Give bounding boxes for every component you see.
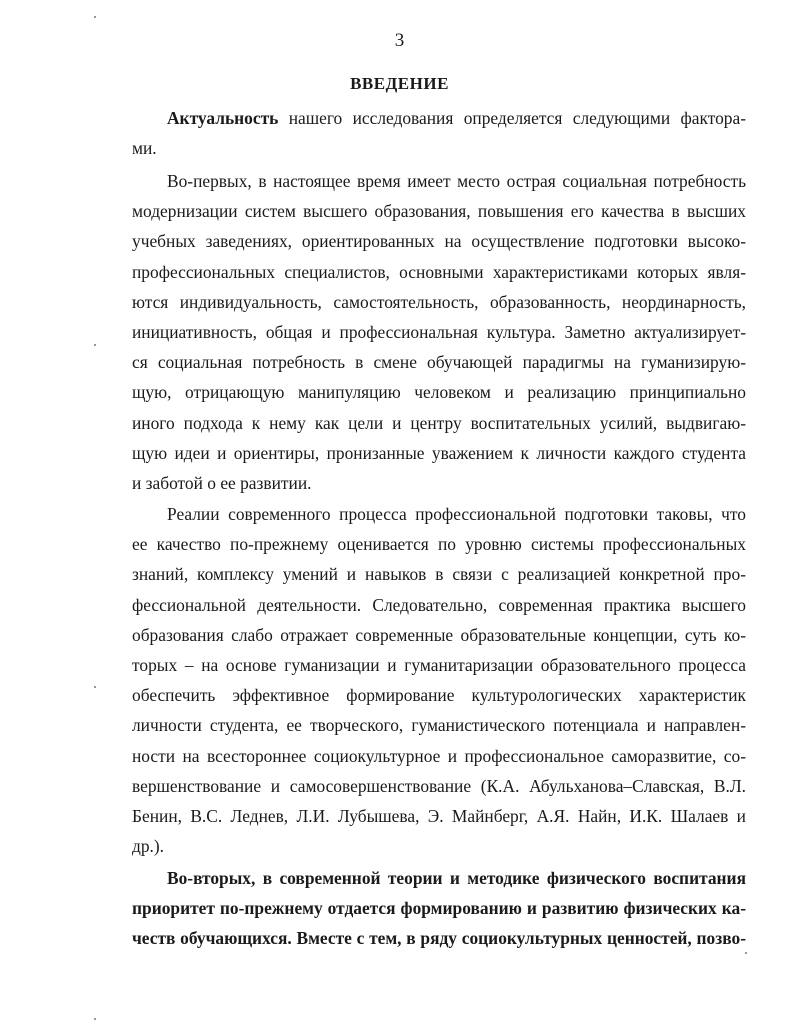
text-line: инициативность, общая и профессиональная культура. Заметно актуализирует- [132,321,746,342]
scan-speck [94,1018,96,1020]
text-line: приоритет по-прежнему отдается формированию и развитию физических ка- [132,898,746,919]
scan-speck [94,16,96,18]
text-line: профессиональных специалистов, основными характеристиками которых явля- [132,261,746,282]
text-line: ми. [132,138,157,159]
text-line: обеспечить эффективное формирование культурологических характеристик [132,685,746,706]
text-line: щую, отрицающую манипуляцию человеком и реализацию принципиально [132,382,746,403]
section-heading: ВВЕДЕНИЕ [350,74,449,93]
text-line: ются индивидуальность, самостоятельность, образованность, неординарность, [132,291,746,312]
text-line: Во-вторых, в современной теории и методике физического воспитания [167,868,746,888]
text-line: ее качество по-прежнему оценивается по уровню системы профессиональных [132,534,746,555]
text-line: Реалии современного процесса профессиональной подготовки таковы, что [167,504,746,524]
scan-speck [94,686,96,688]
paragraph-relevance [132,103,746,163]
text-line: образования слабо отражает современные образовательные концепции, суть ко- [132,624,746,645]
paragraph-firstly [132,166,746,498]
text-line: честв обучающихся. Вместе с тем, в ряду социокультурных ценностей, позво- [132,928,746,949]
text-line: Во-первых, в настоящее время имеет место острая социальная потребность [167,171,746,191]
text-line: знаний, комплексу умений и навыков в связи с реализацией конкретной про- [132,564,746,585]
paragraph-secondly [132,863,746,954]
text-fragment: нашего исследования определяется следующими фактора- [278,108,746,128]
text-line: ности на всестороннее социокультурное и профессиональное саморазвитие, со- [132,745,746,766]
scan-speck [745,952,747,954]
text-line: Бенин, В.С. Леднев, Л.И. Лубышева, Э. Майнберг, А.Я. Найн, И.К. Шалаев и [132,805,746,826]
text-line: учебных заведениях, ориентированных на осуществление подготовки высоко- [132,231,746,252]
scan-speck [94,344,96,346]
text-line: вершенствование и самосовершенствование (К.А. Абульханова–Славская, В.Л. [132,775,746,796]
page-number: 3 [394,30,405,51]
paragraph-realities [132,499,746,861]
bold-term: Актуальность [167,108,279,128]
text-line: щую идеи и ориентиры, пронизанные уважением к личности каждого студента [132,442,746,463]
text-line: иного подхода к нему как цели и центру воспитательных усилий, выдвигаю- [132,412,746,433]
text-line: модернизации систем высшего образования, повышения его качества в высших [132,201,746,222]
text-line: ся социальная потребность в смене обучающей парадигмы на гуманизирую- [132,352,746,373]
text-line: и заботой о ее развитии. [132,472,312,493]
text-line [132,103,746,133]
text-line: личности студента, ее творческого, гуманистического потенциала и направлен- [132,715,746,736]
text-line: др.). [132,836,165,857]
text-line: фессиональной деятельности. Следовательно, современная практика высшего [132,594,746,615]
text-line: торых – на основе гуманизации и гуманитаризации образовательного процесса [132,654,746,675]
